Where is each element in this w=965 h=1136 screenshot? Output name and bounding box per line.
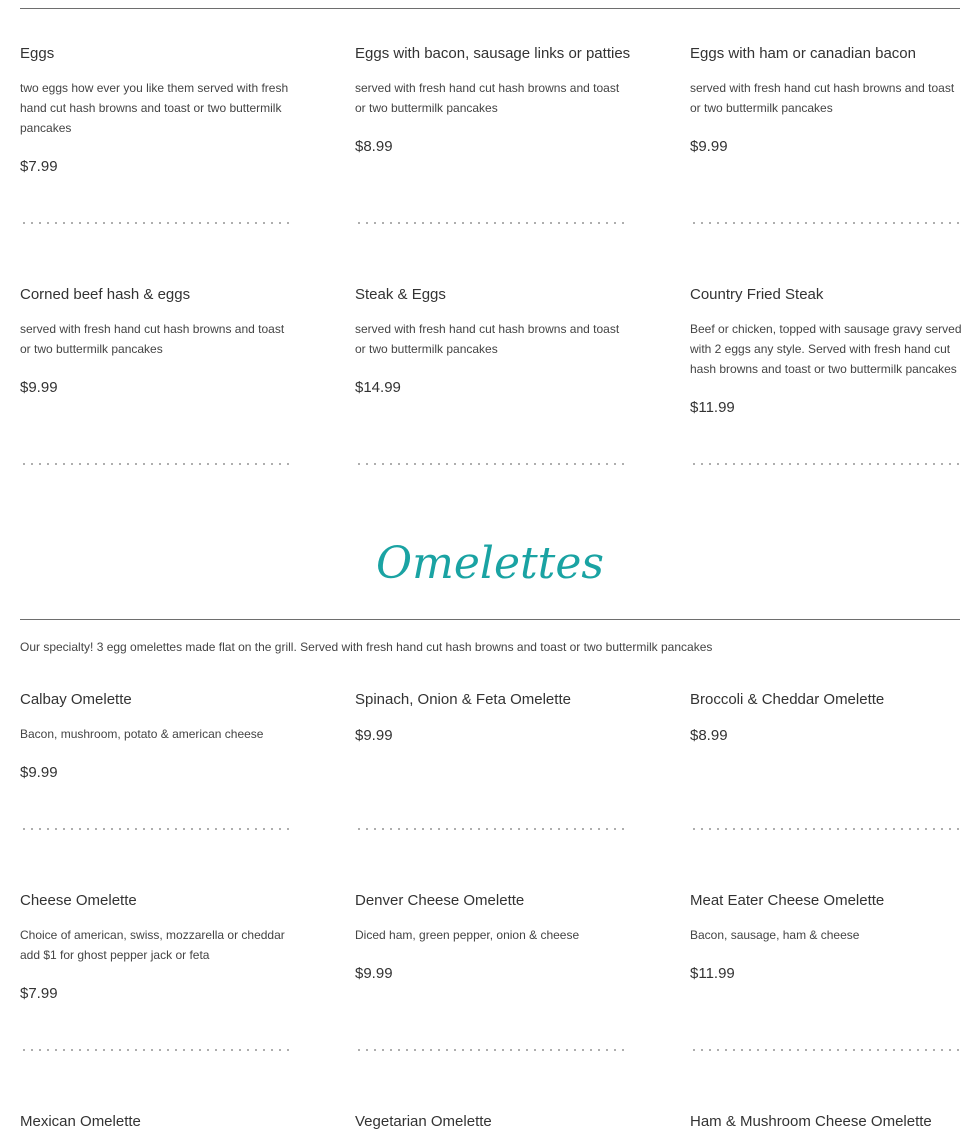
menu-item-corned-beef-hash bbox=[20, 285, 295, 398]
menu-item-cheese-omelette bbox=[20, 891, 295, 1004]
item-name: Steak & Eggs bbox=[355, 286, 446, 303]
item-description: Diced ham, green pepper, onion & cheese bbox=[355, 928, 580, 942]
dotted-separator bbox=[355, 1049, 625, 1051]
item-price: $7.99 bbox=[20, 158, 58, 175]
item-price: $11.99 bbox=[690, 965, 735, 982]
item-name: Calbay Omelette bbox=[20, 691, 132, 708]
item-description: Bacon, sausage, ham & cheese bbox=[690, 928, 860, 942]
section-title-omelettes: Omelettes bbox=[376, 538, 604, 589]
item-name: Eggs with ham or canadian bacon bbox=[690, 45, 916, 62]
item-name: Denver Cheese Omelette bbox=[355, 892, 525, 909]
item-description: served with fresh hand cut hash browns and toast or two buttermilk pancakes bbox=[690, 81, 955, 115]
item-name: Spinach, Onion & Feta Omelette bbox=[355, 691, 571, 708]
dotted-separator bbox=[690, 1049, 965, 1051]
dotted-separator bbox=[690, 463, 965, 465]
dotted-separator bbox=[690, 828, 965, 830]
menu-item-denver-cheese-omelette bbox=[355, 891, 630, 984]
menu-item-eggs bbox=[20, 44, 295, 177]
item-price: $9.99 bbox=[355, 965, 393, 982]
item-name: Eggs with bacon, sausage links or patties bbox=[355, 45, 631, 62]
menu-item-spinach-onion-feta-omelette bbox=[355, 690, 630, 746]
dotted-separator bbox=[355, 828, 625, 830]
dotted-separator bbox=[690, 222, 965, 224]
item-price: $9.99 bbox=[20, 379, 58, 396]
item-name: Mexican Omelette bbox=[20, 1113, 141, 1130]
item-price: $14.99 bbox=[355, 379, 401, 396]
item-price: $9.99 bbox=[690, 138, 728, 155]
item-price: $9.99 bbox=[20, 764, 58, 781]
menu-item-country-fried-steak bbox=[690, 285, 965, 418]
item-name: Ham & Mushroom Cheese Omelette bbox=[690, 1113, 932, 1130]
item-price: $7.99 bbox=[20, 985, 58, 1002]
dotted-separator bbox=[20, 1049, 290, 1051]
menu-item-eggs-ham bbox=[690, 44, 965, 157]
item-description: served with fresh hand cut hash browns and toast or two buttermilk pancakes bbox=[355, 322, 620, 356]
menu-item-broccoli-cheddar-omelette bbox=[690, 690, 965, 746]
menu-item-vegetarian-omelette bbox=[355, 1112, 630, 1132]
item-name: Country Fried Steak bbox=[690, 286, 824, 303]
dotted-separator bbox=[20, 463, 290, 465]
item-description: Beef or chicken, topped with sausage gravy served with 2 eggs any style. Served with fresh hand cut hash browns and toast or two buttermilk pancakes bbox=[690, 322, 962, 376]
item-name: Meat Eater Cheese Omelette bbox=[690, 892, 885, 909]
menu-item-mexican-omelette bbox=[20, 1112, 295, 1132]
item-name: Vegetarian Omelette bbox=[355, 1113, 492, 1130]
dotted-separator bbox=[355, 463, 625, 465]
item-description: served with fresh hand cut hash browns and toast or two buttermilk pancakes bbox=[355, 81, 620, 115]
item-description: served with fresh hand cut hash browns and toast or two buttermilk pancakes bbox=[20, 322, 285, 356]
menu-item-eggs-bacon-sausage bbox=[355, 44, 630, 157]
menu-item-calbay-omelette bbox=[20, 690, 295, 783]
item-name: Eggs bbox=[20, 45, 55, 62]
section-intro: Our specialty! 3 egg omelettes made flat on the grill. Served with fresh hand cut hash browns and toast or two buttermilk pancakes bbox=[20, 640, 713, 654]
dotted-separator bbox=[20, 828, 290, 830]
item-price: $8.99 bbox=[690, 727, 728, 744]
item-name: Broccoli & Cheddar Omelette bbox=[690, 691, 885, 708]
section-divider bbox=[20, 619, 960, 620]
dotted-separator bbox=[355, 222, 625, 224]
item-name: Corned beef hash & eggs bbox=[20, 286, 191, 303]
dotted-separator bbox=[20, 222, 290, 224]
menu-item-meat-eater-cheese-omelette bbox=[690, 891, 965, 984]
item-description: two eggs how ever you like them served with fresh hand cut hash browns and toast or two buttermilk pancakes bbox=[20, 81, 289, 135]
item-name: Cheese Omelette bbox=[20, 892, 137, 909]
item-price: $11.99 bbox=[690, 399, 735, 416]
menu-item-ham-mushroom-cheese-omelette bbox=[690, 1112, 965, 1132]
top-divider bbox=[20, 8, 960, 9]
item-description: Bacon, mushroom, potato & american cheese bbox=[20, 727, 264, 741]
menu-item-steak-eggs bbox=[355, 285, 630, 398]
item-price: $8.99 bbox=[355, 138, 393, 155]
item-price: $9.99 bbox=[355, 727, 393, 744]
item-description: Choice of american, swiss, mozzarella or cheddar add $1 for ghost pepper jack or feta bbox=[20, 928, 285, 962]
